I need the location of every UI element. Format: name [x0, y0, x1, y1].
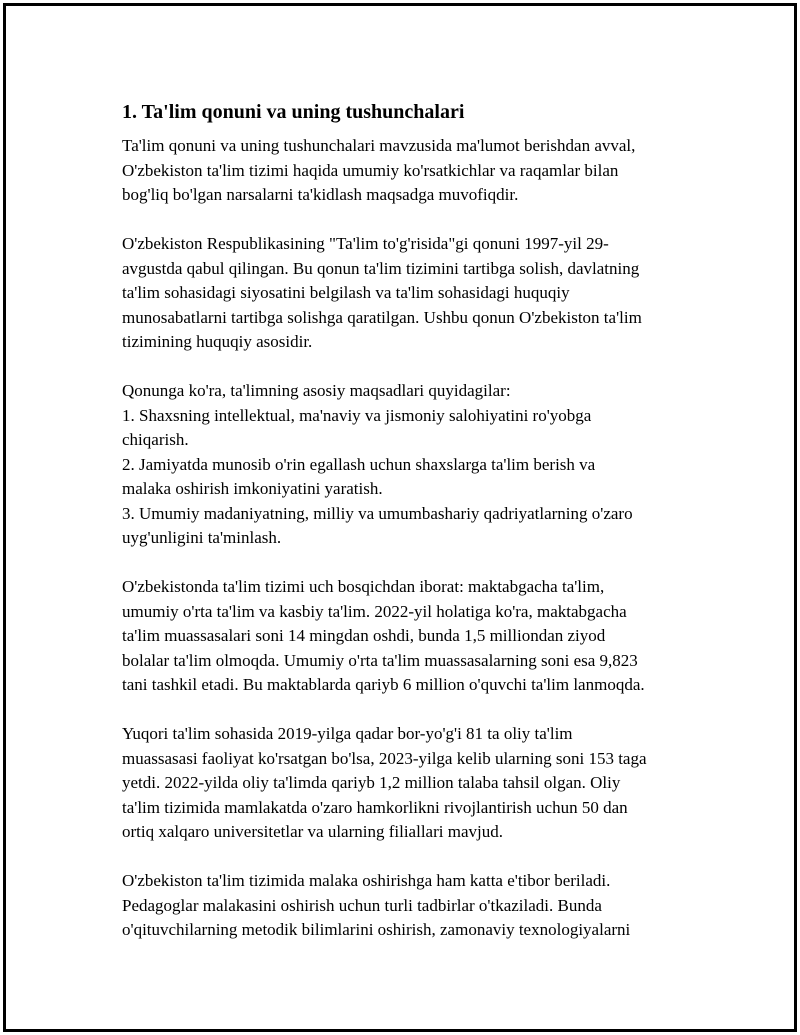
- paragraph-line: O'zbekiston Respublikasining "Ta'lim to'g'risida"gi qonuni 1997-yil 29-: [122, 234, 609, 253]
- paragraph-line: ta'lim sohasidagi siyosatini belgilash va ta'lim sohasidagi huquqiy: [122, 283, 570, 302]
- list-item: 2. Jamiyatda munosib o'rin egallash uchun shaxslarga ta'lim berish va: [122, 454, 596, 474]
- paragraph-line: ta'lim tizimida mamlakatda o'zaro hamkorlikni rivojlantirish uchun 50 dan: [122, 797, 628, 817]
- paragraph-line: umumiy o'rta ta'lim va kasbiy ta'lim. 2022-yil holatiga ko'ra, maktabgacha: [122, 601, 627, 621]
- paragraph-line: tizimining huquqiy asosidir.: [122, 332, 313, 351]
- paragraph-line: O'zbekiston ta'lim tizimi haqida umumiy ko'rsatkichlar va raqamlar bilan: [122, 160, 619, 180]
- paragraph-qualification: [122, 869, 692, 943]
- paragraph-line: ta'lim muassasalari soni 14 mingdan oshdi, bunda 1,5 milliondan ziyod: [122, 626, 606, 645]
- paragraph-line: Ta'lim qonuni va uning tushunchalari mavzusida ma'lumot berishdan avval,: [122, 136, 636, 155]
- list-item: malaka oshirish imkoniyatini yaratish.: [122, 479, 383, 498]
- list-item: 1. Shaxsning intellektual, ma'naviy va jismoniy salohiyatini ro'yobga: [122, 405, 592, 425]
- paragraph-line: o'qituvchilarning metodik bilimlarini oshirish, zamonaviy texnologiyalarni: [122, 920, 631, 939]
- list-item: 3. Umumiy madaniyatning, milliy va umumbashariy qadriyatlarning o'zaro: [122, 503, 633, 523]
- paragraph-line: muassasasi faoliyat ko'rsatgan bo'lsa, 2023-yilga kelib ularning soni 153 taga: [122, 748, 647, 768]
- paragraph-line: O'zbekistonda ta'lim tizimi uch bosqichdan iborat: maktabgacha ta'lim,: [122, 577, 605, 596]
- paragraph-line: bolalar ta'lim olmoqda. Umumiy o'rta ta'lim muassasalarning soni esa 9,823: [122, 650, 638, 670]
- list-item: chiqarish.: [122, 430, 189, 449]
- paragraph-line: Qonunga ko'ra, ta'limning asosiy maqsadlari quyidagilar:: [122, 381, 511, 400]
- page-frame: [3, 3, 797, 1032]
- paragraph-line: tani tashkil etadi. Bu maktablarda qariyb 6 million o'quvchi ta'lim lanmoqda.: [122, 675, 645, 694]
- paragraph-line: bog'liq bo'lgan narsalarni ta'kidlash maqsadga muvofiqdir.: [122, 185, 519, 204]
- paragraph-law-adoption: [122, 232, 692, 355]
- paragraph-higher-education: [122, 722, 692, 845]
- paragraph-line: Pedagoglar malakasini oshirish uchun turli tadbirlar o'tkaziladi. Bunda: [122, 895, 602, 915]
- document-body: [122, 99, 692, 967]
- list-item: uyg'unligini ta'minlash.: [122, 528, 282, 547]
- document-title: 1. Ta'lim qonuni va uning tushunchalari: [122, 101, 465, 123]
- paragraph-line: avgustda qabul qilingan. Bu qonun ta'lim tizimini tartibga solish, davlatning: [122, 258, 640, 278]
- paragraph-line: yetdi. 2022-yilda oliy ta'limda qariyb 1,2 million talaba tahsil olgan. Oliy: [122, 773, 621, 792]
- paragraph-line: O'zbekiston ta'lim tizimida malaka oshirishga ham katta e'tibor beriladi.: [122, 871, 611, 890]
- paragraph-education-stages: [122, 575, 692, 698]
- paragraph-line: munosabatlarni tartibga solishga qaratilgan. Ushbu qonun O'zbekiston ta'lim: [122, 307, 642, 327]
- paragraph-line: Yuqori ta'lim sohasida 2019-yilga qadar bor-yo'g'i 81 ta oliy ta'lim: [122, 724, 573, 743]
- paragraph-goals-list: [122, 379, 692, 551]
- paragraph-intro: [122, 134, 692, 208]
- paragraph-line: ortiq xalqaro universitetlar va ularning filiallari mavjud.: [122, 822, 503, 841]
